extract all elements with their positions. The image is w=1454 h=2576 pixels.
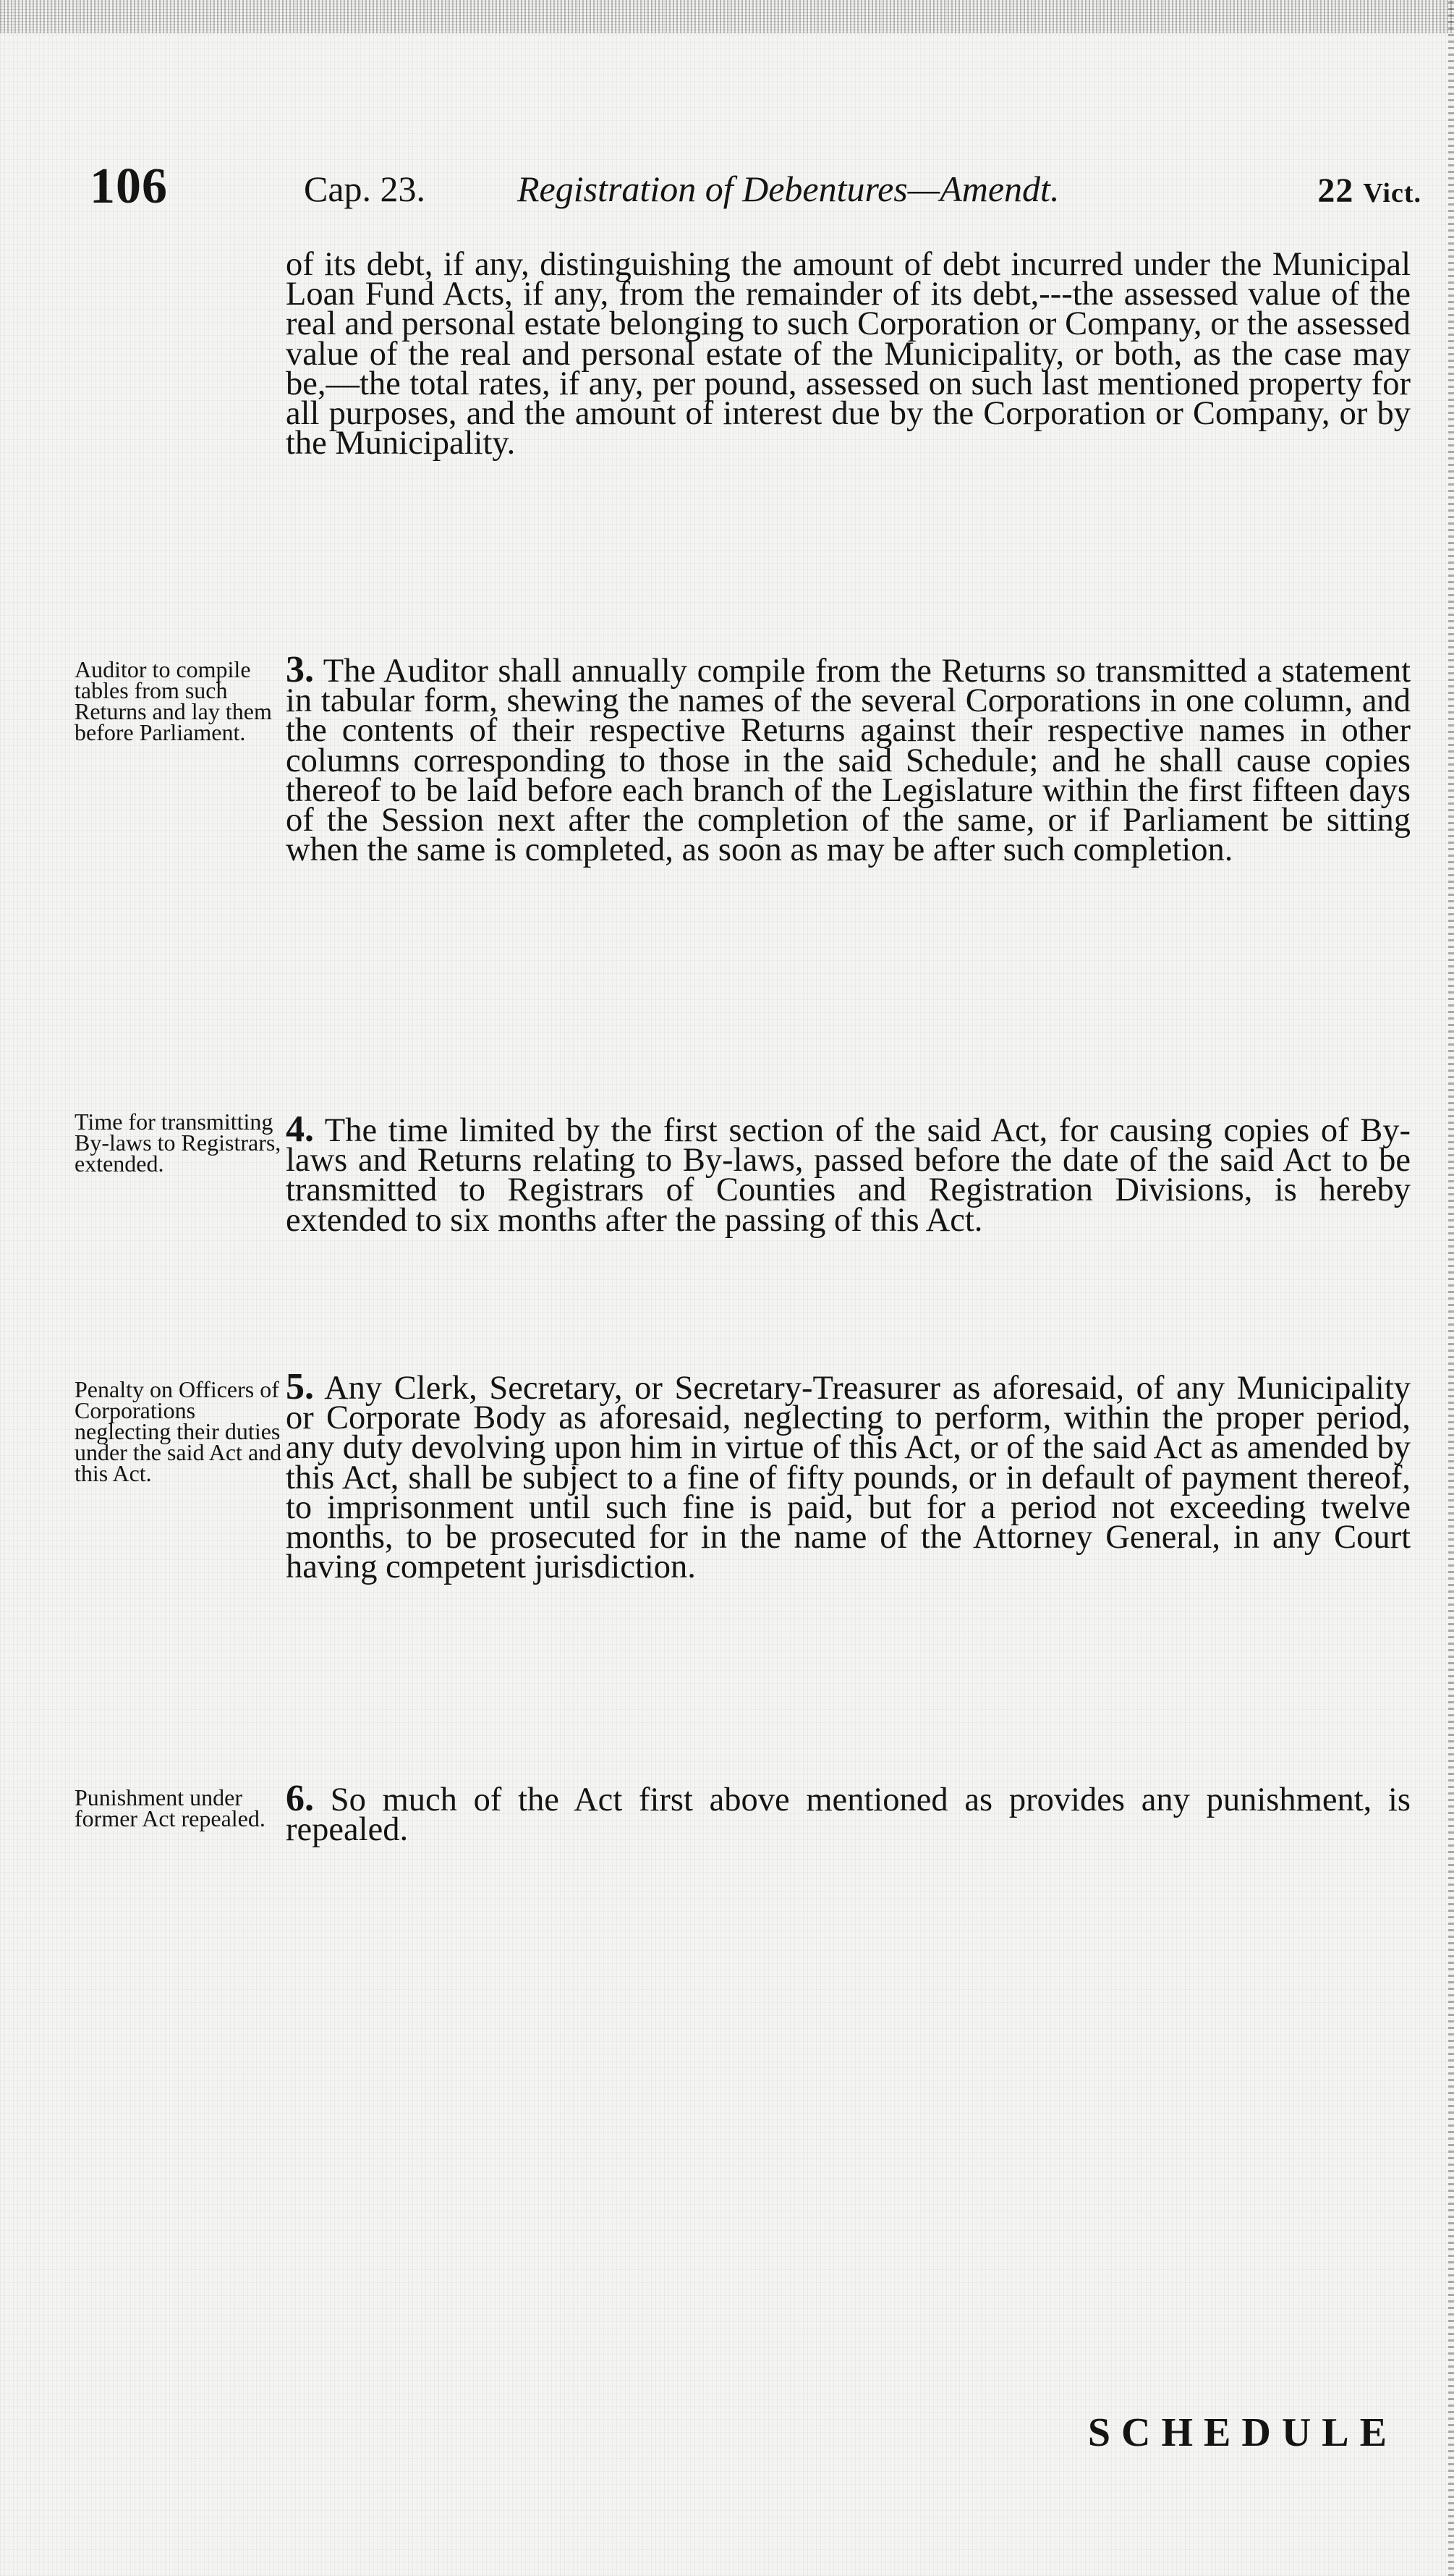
catchword: SCHEDULE bbox=[1087, 2410, 1398, 2455]
scan-edge-right bbox=[1448, 0, 1454, 2576]
regnal-abbrev: Vict. bbox=[1363, 178, 1421, 208]
regnal-year-number: 22 bbox=[1317, 171, 1354, 210]
section-4 bbox=[286, 1109, 1411, 1239]
section-number: 3. bbox=[286, 649, 314, 690]
marginal-note-section-4: Time for transmitting By-laws to Registrars, extended. bbox=[75, 1109, 281, 1177]
running-head bbox=[80, 158, 1421, 216]
section-text: Any Clerk, Secretary, or Secretary-Treasurer as aforesaid, of any Municipality or Corporate Body as aforesaid, neglecting to perform, within the proper period, any duty devolving upon him in virtue of this Act, or of the said Act as amended by this Act, shall be subject to a fine of fifty pounds, or in default of payment thereof, to imprisonment until such fine is paid, but for a period not exceeding twelve months, to be prosecuted for in the name of the Attorney General, in any Court having competent jurisdiction. bbox=[286, 1370, 1411, 1586]
running-title: Registration of Debentures—Amendt. bbox=[517, 169, 1060, 209]
section-text: So much of the Act first above mentioned as provides any punishment, is repealed. bbox=[286, 1781, 1411, 1849]
section-text: The Auditor shall annually compile from the Returns so transmitted a statement in tabular form, shewing the names of the several Corporations in one column, and the contents of their respective Returns against their respective names in other columns corresponding to those in the said Schedule; and he shall cause copies thereof to be laid before each branch of the Legislature within the first fifteen days of the Session next after the completion of the same, or if Parliament be sitting when the same is completed, as soon as may be after such completion. bbox=[286, 653, 1411, 869]
section-3 bbox=[286, 649, 1411, 869]
regnal-year bbox=[1317, 171, 1421, 211]
marginal-note-section-6: Punishment under former Act repealed. bbox=[75, 1784, 265, 1831]
marginal-note-section-3: Auditor to compile tables from such Returns and lay them before Parliament. bbox=[75, 656, 272, 745]
page-number: 106 bbox=[90, 158, 168, 214]
marginal-note-section-5: Penalty on Officers of Corporations neglecting their duties under the said Act and this Act. bbox=[75, 1376, 282, 1486]
scan-edge-top bbox=[0, 0, 1454, 33]
section-6 bbox=[286, 1778, 1411, 1849]
section-number: 5. bbox=[286, 1366, 314, 1407]
continuation-paragraph: of its debt, if any, distinguishing the amount of debt incurred under the Municipal Loan Fund Acts, if any, from the remainder of its debt,---the assessed value of the real and personal estate belonging to such Corporation or Company, or the assessed value of the real and personal estate of the Municipality, or both, as the case may be,—the total rates, if any, per pound, assessed on such last mentioned property for all purposes, and the amount of interest due by the Corporation or Company, or by the Municipality. bbox=[286, 246, 1411, 462]
chapter-number: Cap. 23. bbox=[304, 169, 426, 209]
section-text: The time limited by the first section of the said Act, for causing copies of By-laws and Returns relating to By-laws, passed before the date of the said Act to be transmitted to Registrars of Counties and Registration Divisions, is hereby extended to six months after the passing of this Act. bbox=[286, 1112, 1411, 1239]
section-number: 4. bbox=[286, 1109, 314, 1150]
section-5 bbox=[286, 1366, 1411, 1586]
section-number: 6. bbox=[286, 1778, 314, 1819]
